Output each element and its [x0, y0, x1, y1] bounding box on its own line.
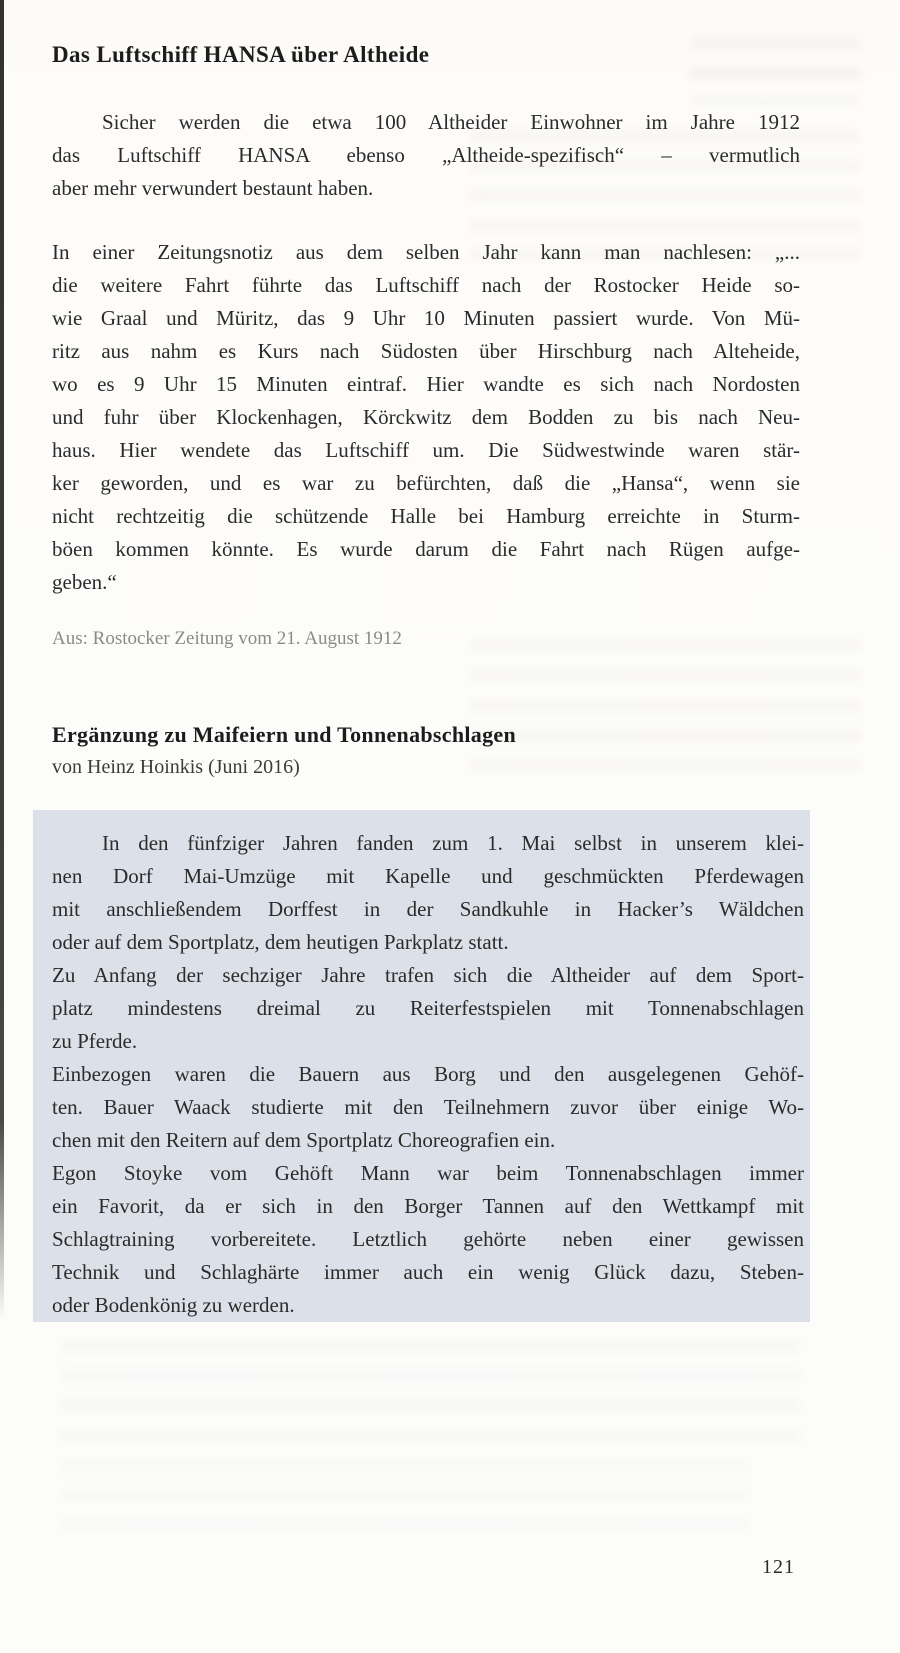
- text-line: geben.“: [52, 570, 117, 594]
- article1-body: [52, 106, 800, 599]
- text-line: und fuhr über Klockenhagen, Körckwitz dem Bodden zu bis nach Neu-: [52, 405, 800, 429]
- text-line: wie Graal und Müritz, das 9 Uhr 10 Minuten passiert wurde. Von Mü-: [52, 306, 800, 330]
- bleed-through-smudge: [60, 1340, 800, 1455]
- text-line: wo es 9 Uhr 15 Minuten eintraf. Hier wandte es sich nach Nordosten: [52, 372, 800, 396]
- text-line: das Luftschiff HANSA ebenso „Altheide-spezifisch“ – vermutlich: [52, 143, 800, 167]
- paragraph: [52, 959, 804, 1058]
- text-line: In einer Zeitungsnotiz aus dem selben Jahr kann man nachlesen: „...: [52, 240, 800, 264]
- text-line: Einbezogen waren die Bauern aus Borg und den ausgelegenen Gehöf-: [52, 1062, 804, 1086]
- text-line: die weitere Fahrt führte das Luftschiff nach der Rostocker Heide so-: [52, 273, 800, 297]
- paragraph: [52, 827, 804, 959]
- text-line: chen mit den Reitern auf dem Sportplatz Choreografien ein.: [52, 1128, 556, 1152]
- text-line: mit anschließendem Dorffest in der Sandkuhle in Hacker’s Wäldchen: [52, 897, 804, 921]
- paragraph: [52, 1058, 804, 1157]
- text-line: oder auf dem Sportplatz, dem heutigen Parkplatz statt.: [52, 930, 509, 954]
- text-line: nen Dorf Mai-Umzüge mit Kapelle und geschmückten Pferdewagen: [52, 864, 804, 888]
- page-number: 121: [762, 1556, 795, 1578]
- text-line: ten. Bauer Waack studierte mit den Teilnehmern zuvor über einige Wo-: [52, 1095, 804, 1119]
- article1-title: Das Luftschiff HANSA über Altheide: [52, 42, 430, 67]
- text-line: Sicher werden die etwa 100 Altheider Einwohner im Jahre 1912: [102, 110, 800, 134]
- paragraph: [52, 236, 800, 599]
- text-line: zu Pferde.: [52, 1029, 138, 1053]
- text-line: ein Favorit, da er sich in den Borger Tannen auf den Wettkampf mit: [52, 1194, 804, 1218]
- article2-byline: von Heinz Hoinkis (Juni 2016): [52, 756, 300, 778]
- bleed-through-smudge: [60, 1460, 750, 1530]
- text-line: haus. Hier wendete das Luftschiff um. Die Südwestwinde waren stär-: [52, 438, 800, 462]
- text-line: Technik und Schlaghärte immer auch ein wenig Glück dazu, Steben-: [52, 1260, 804, 1284]
- paragraph: [52, 106, 800, 205]
- text-line: ritz aus nahm es Kurs nach Südosten über Hirschburg nach Alteheide,: [52, 339, 800, 363]
- text-line: aber mehr verwundert bestaunt haben.: [52, 176, 374, 200]
- text-line: ker geworden, und es war zu befürchten, daß die „Hansa“, wenn sie: [52, 471, 800, 495]
- text-line: In den fünfziger Jahren fanden zum 1. Mai selbst in unserem klei-: [102, 831, 804, 855]
- article2-highlighted-block: [33, 810, 810, 1322]
- text-line: nicht rechtzeitig die schützende Halle bei Hamburg erreichte in Sturm-: [52, 504, 800, 528]
- text-line: Zu Anfang der sechziger Jahre trafen sich die Altheider auf dem Sport-: [52, 963, 804, 987]
- text-line: platz mindestens dreimal zu Reiterfestspielen mit Tonnenabschlagen: [52, 996, 804, 1020]
- text-line: Egon Stoyke vom Gehöft Mann war beim Tonnenabschlagen immer: [52, 1161, 804, 1185]
- article2-title: Ergänzung zu Maifeiern und Tonnenabschlagen: [52, 722, 516, 747]
- text-line: oder Bodenkönig zu werden.: [52, 1293, 295, 1317]
- text-line: Schlagtraining vorbereitete. Letztlich gehörte neben einer gewissen: [52, 1227, 804, 1251]
- paragraph: [52, 1157, 804, 1322]
- text-line: böen kommen könnte. Es wurde darum die Fahrt nach Rügen aufge-: [52, 537, 800, 561]
- article1-source-citation: Aus: Rostocker Zeitung vom 21. August 1912: [52, 628, 402, 649]
- scan-edge-artifact: [0, 0, 4, 1320]
